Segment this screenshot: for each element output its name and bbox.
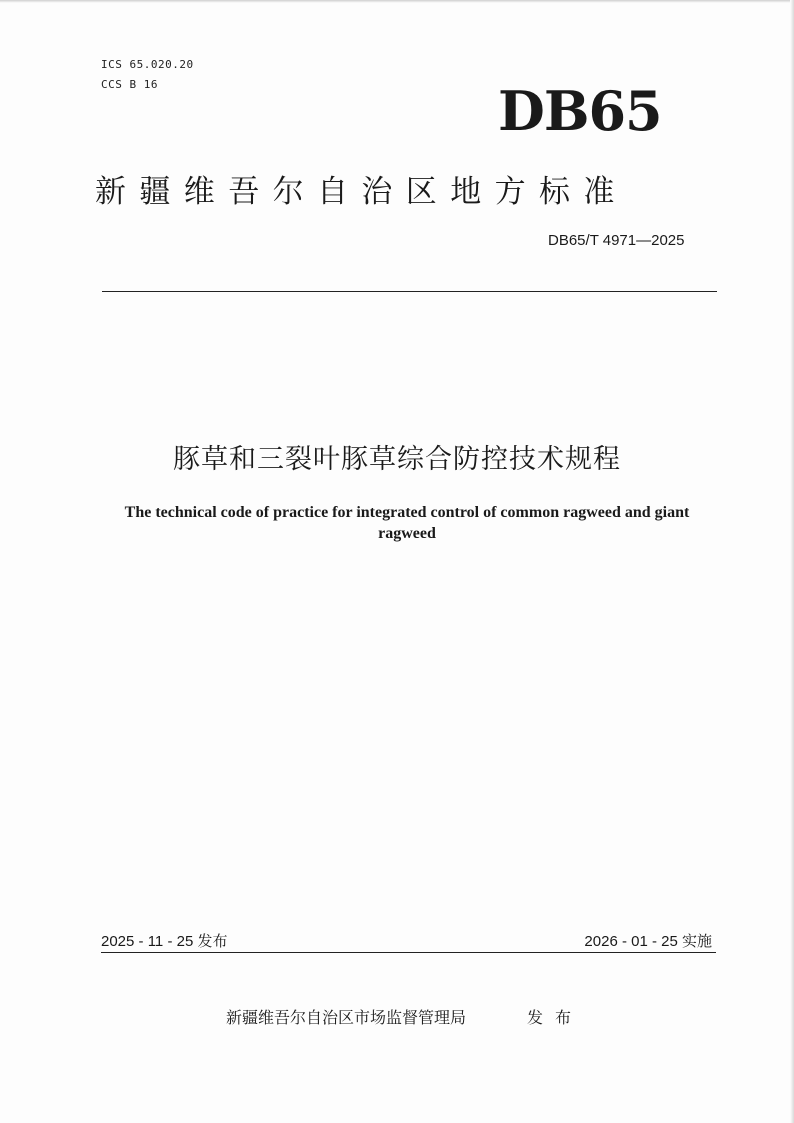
scan-shadow-top — [0, 0, 794, 3]
ccs-code: CCS B 16 — [101, 78, 158, 91]
implementation-date: 2026 - 01 - 25 实施 — [584, 933, 712, 950]
top-divider — [102, 291, 717, 292]
title-english: The technical code of practice for integrated control of common ragweed and giant ragweed — [124, 504, 690, 542]
issue-date: 2025 - 11 - 25 发布 — [101, 933, 228, 950]
standard-code: DB65/T 4971—2025 — [548, 232, 685, 249]
publisher-name: 新疆维吾尔自治区市场监督管理局 — [226, 1008, 467, 1027]
db65-logo: DB65 — [498, 79, 662, 143]
standard-type-heading: 新疆维吾尔自治区地方标准 — [95, 174, 628, 210]
title-chinese: 豚草和三裂叶豚草综合防控技术规程 — [173, 444, 621, 475]
ics-code: ICS 65.020.20 — [101, 58, 194, 71]
bottom-divider — [101, 952, 716, 953]
publish-label: 发布 — [527, 1008, 584, 1027]
scan-shadow-edge — [790, 0, 794, 1123]
